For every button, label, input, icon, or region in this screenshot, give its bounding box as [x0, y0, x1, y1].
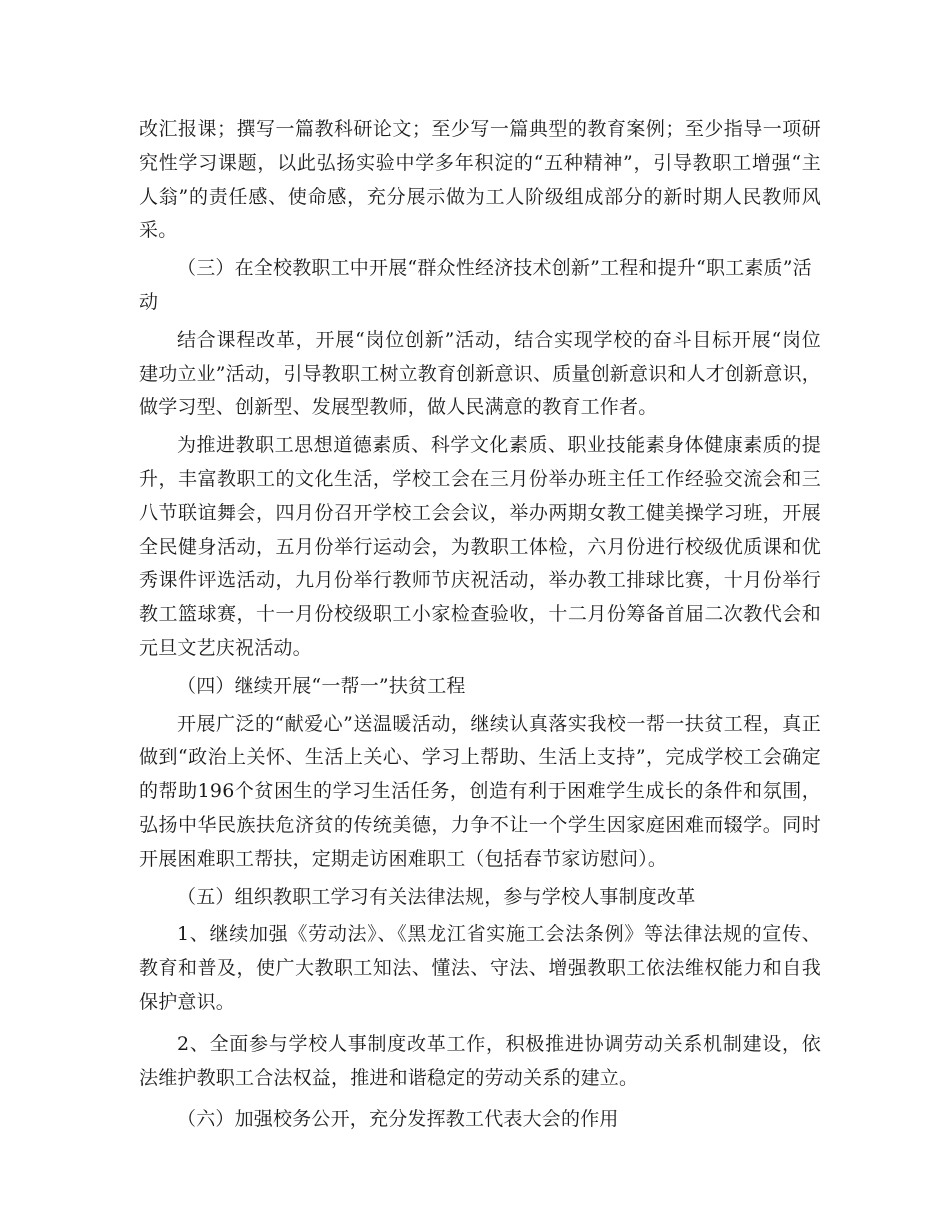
section-heading-4: （四）继续开展“一帮一”扶贫工程	[177, 674, 466, 697]
section-heading-3: （三）在全校教职工中开展“群众性经济技术创新”工程和提升“职工素质”活动	[139, 257, 812, 313]
section-heading-6: （六）加强校务公开，充分发挥教工代表大会的作用	[177, 1108, 619, 1131]
document-body	[139, 113, 821, 1137]
section-heading-5: （五）组织教职工学习有关法律法规，参与学校人事制度改革	[177, 885, 696, 908]
list-item-1: 1、继续加强《劳动法》、《黑龙江省实施工会法条例》等法律法规的宣传、教育和普及，使广大教职工知法、懂法、守法、增强教职工依法维权能力和自我保护意识。	[139, 923, 821, 1013]
paragraph: 开展广泛的“献爱心”送温暖活动，继续认真落实我校一帮一扶贫工程，真正做到“政治上关怀、生活上关心、学习上帮助、生活上支持”，完成学校工会确定的帮助196个贫困生的学习生活任务，创造有利于困难学生成长的条件和氛围，弘扬中华民族扶危济贫的传统美德，力争不让一个学生因家庭困难而辍学。同时开展困难职工帮扶，定期走访困难职工（包括春节家访慰问）。	[139, 712, 821, 870]
paragraph-continuation: 改汇报课；撰写一篇教科研论文；至少写一篇典型的教育案例；至少指导一项研究性学习课题，以此弘扬实验中学多年积淀的“五种精神”，引导教职工增强“主人翁”的责任感、使命感，充分展示做为工人阶级组成部分的新时期人民教师风采。	[139, 118, 821, 242]
list-item-2: 2、全面参与学校人事制度改革工作，积极推进协调劳动关系机制建设，依法维护教职工合法权益，推进和谐稳定的劳动关系的建立。	[139, 1032, 821, 1089]
paragraph: 为推进教职工思想道德素质、科学文化素质、职业技能素身体健康素质的提升，丰富教职工的文化生活，学校工会在三月份举办班主任工作经验交流会和三八节联谊舞会，四月份召开学校工会会议，举办两期女教工健美操学习班，开展全民健身活动，五月份举行运动会，为教职工体检，六月份进行校级优质课和优秀课件评选活动，九月份举行教师节庆祝活动，举办教工排球比赛，十月份举行教工篮球赛，十一月份校级职工小家检查验收，十二月份筹备首届二次教代会和元旦文艺庆祝活动。	[139, 434, 821, 659]
paragraph: 结合课程改革，开展“岗位创新”活动，结合实现学校的奋斗目标开展“岗位建功立业”活动，引导教职工树立教育创新意识、质量创新意识和人才创新意识，做学习型、创新型、发展型教师，做人民满意的教育工作者。	[139, 328, 821, 419]
